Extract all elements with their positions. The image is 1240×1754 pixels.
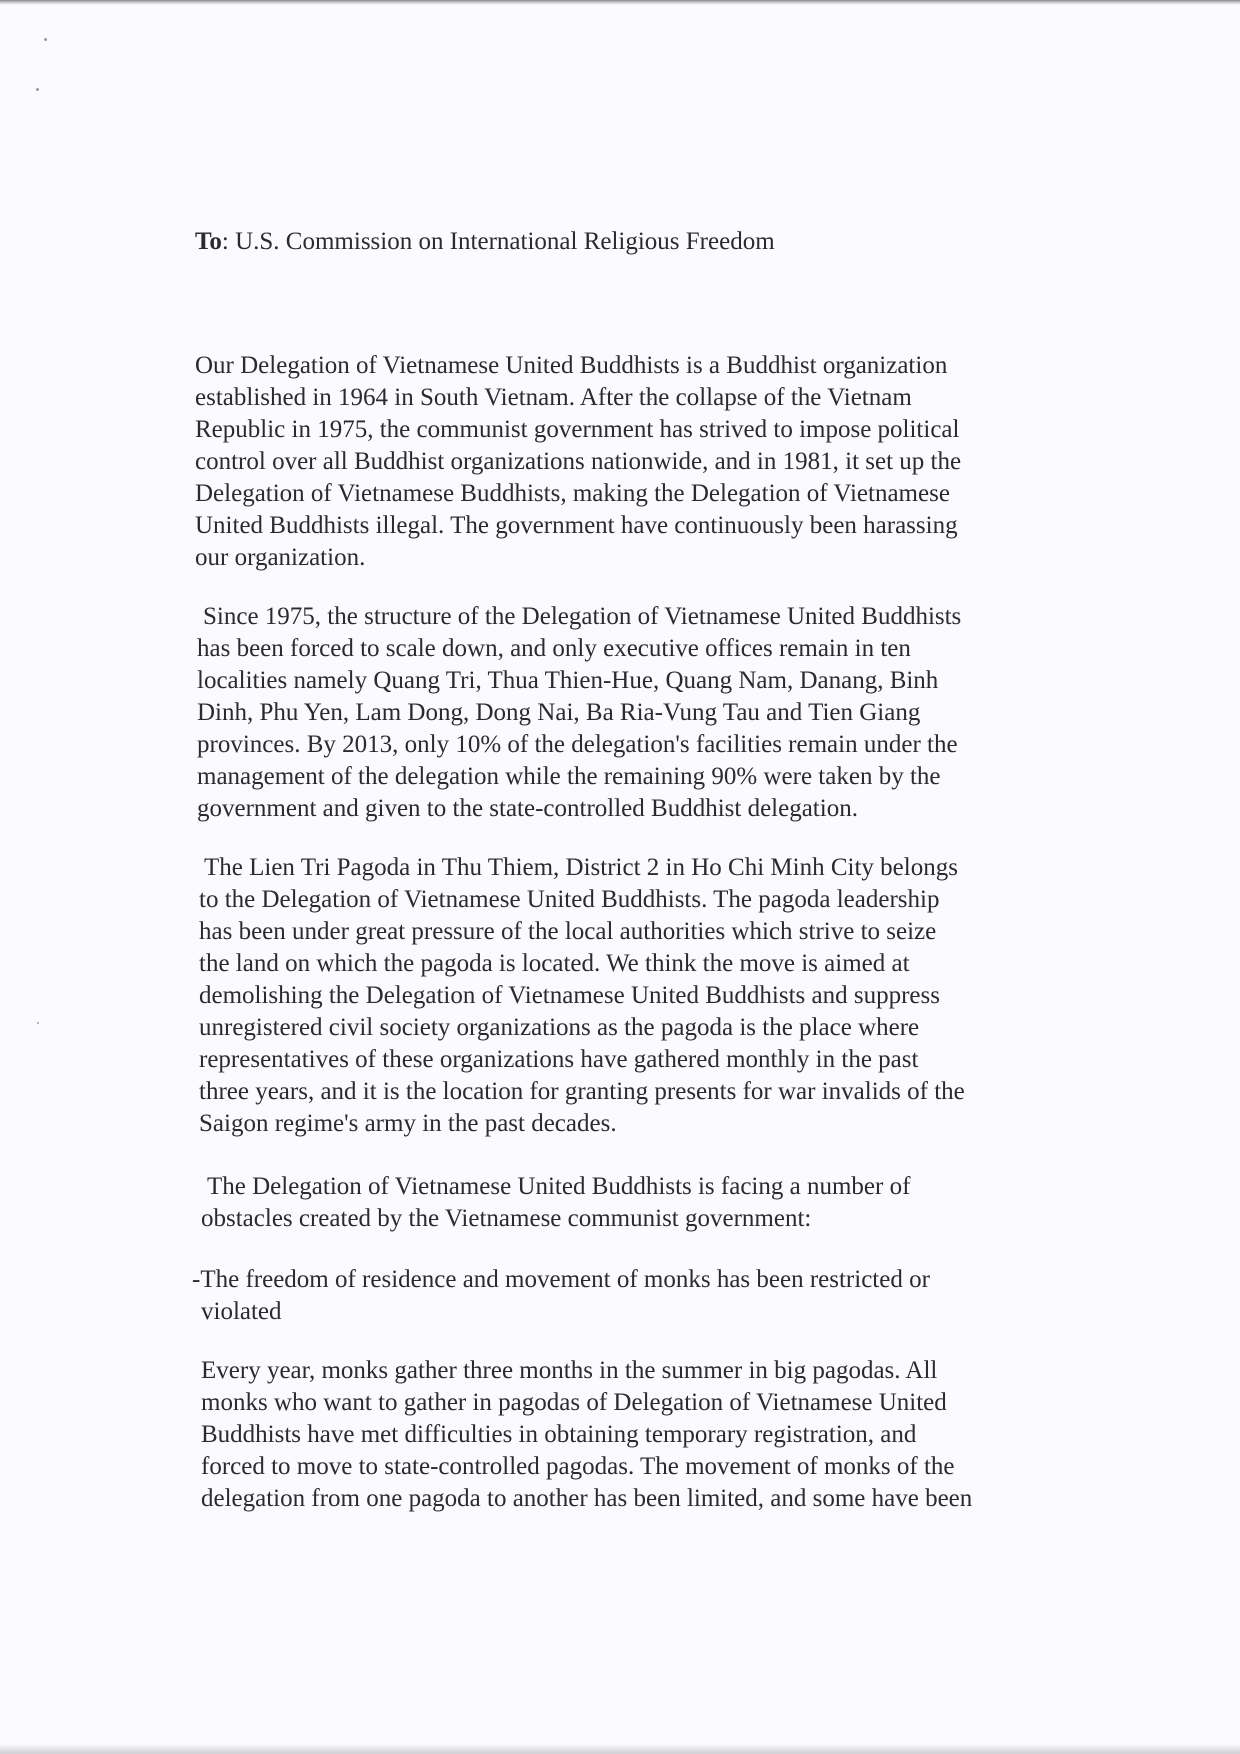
paragraph-summer-gathering — [201, 1355, 1106, 1515]
scan-top-edge — [0, 0, 1240, 5]
paragraph-line: management of the delegation while the remaining 90% were taken by the — [197, 763, 941, 790]
recipient-name: U.S. Commission on International Religious Freedom — [235, 228, 775, 255]
recipient-colon: : — [221, 228, 229, 255]
paragraph-line: violated — [201, 1298, 282, 1325]
paragraph-freedom-of-movement — [192, 1264, 1097, 1328]
paragraph-line: -The freedom of residence and movement of monks has been restricted or — [192, 1266, 930, 1293]
paragraph-line: localities namely Quang Tri, Thua Thien-Hue, Quang Nam, Danang, Binh — [197, 667, 939, 694]
paragraph-line: Delegation of Vietnamese Buddhists, making the Delegation of Vietnamese — [195, 480, 950, 507]
paragraph-line: Dinh, Phu Yen, Lam Dong, Dong Nai, Ba Ria-Vung Tau and Tien Giang — [197, 699, 921, 726]
paragraph-organization-history — [195, 350, 1100, 574]
paragraph-line: unregistered civil society organizations as the pagoda is the place where — [199, 1014, 920, 1041]
paragraph-obstacles-intro — [201, 1171, 1112, 1235]
paragraph-line: delegation from one pagoda to another has been limited, and some have been — [201, 1485, 973, 1512]
recipient-line — [195, 226, 775, 258]
paragraph-lien-tri-pagoda — [199, 852, 1109, 1140]
paragraph-line: obstacles created by the Vietnamese communist government: — [201, 1205, 812, 1232]
paragraph-line: the land on which the pagoda is located. We think the move is aimed at — [199, 950, 910, 977]
paragraph-line: forced to move to state-controlled pagodas. The movement of monks of the — [201, 1453, 955, 1480]
paragraph-line: Republic in 1975, the communist government has strived to impose political — [195, 416, 960, 443]
paragraph-line: Saigon regime's army in the past decades. — [199, 1110, 617, 1137]
scan-speck — [36, 88, 39, 91]
paragraph-line: Since 1975, the structure of the Delegation of Vietnamese United Buddhists — [203, 603, 962, 630]
paragraph-line: The Lien Tri Pagoda in Thu Thiem, District 2 in Ho Chi Minh City belongs — [204, 854, 958, 881]
paragraph-line: has been under great pressure of the local authorities which strive to seize — [199, 918, 937, 945]
paragraph-line: has been forced to scale down, and only executive offices remain in ten — [197, 635, 911, 662]
paragraph-line: monks who want to gather in pagodas of Delegation of Vietnamese United — [201, 1389, 947, 1416]
paragraph-line: three years, and it is the location for granting presents for war invalids of the — [199, 1078, 965, 1105]
scan-speck — [37, 1022, 39, 1024]
paragraph-line: United Buddhists illegal. The government have continuously been harassing — [195, 512, 958, 539]
paragraph-line: demolishing the Delegation of Vietnamese United Buddhists and suppress — [199, 982, 940, 1009]
paragraph-line: representatives of these organizations have gathered monthly in the past — [199, 1046, 919, 1073]
paragraph-line: provinces. By 2013, only 10% of the delegation's facilities remain under the — [197, 731, 958, 758]
paragraph-line: Buddhists have met difficulties in obtaining temporary registration, and — [201, 1421, 917, 1448]
paragraph-line: The Delegation of Vietnamese United Buddhists is facing a number of — [207, 1173, 911, 1200]
recipient-label: To — [195, 228, 222, 255]
scan-speck — [44, 38, 47, 41]
paragraph-line: our organization. — [195, 544, 366, 571]
paragraph-line: Every year, monks gather three months in the summer in big pagodas. All — [201, 1357, 938, 1384]
paragraph-structure-since-1975 — [197, 601, 1108, 825]
scan-bottom-edge — [0, 1744, 1240, 1754]
paragraph-line: Our Delegation of Vietnamese United Buddhists is a Buddhist organization — [195, 352, 948, 379]
paragraph-line: control over all Buddhist organizations nationwide, and in 1981, it set up the — [195, 448, 962, 475]
paragraph-line: government and given to the state-controlled Buddhist delegation. — [197, 795, 858, 822]
paragraph-line: to the Delegation of Vietnamese United Buddhists. The pagoda leadership — [199, 886, 940, 913]
paragraph-line: established in 1964 in South Vietnam. After the collapse of the Vietnam — [195, 384, 912, 411]
